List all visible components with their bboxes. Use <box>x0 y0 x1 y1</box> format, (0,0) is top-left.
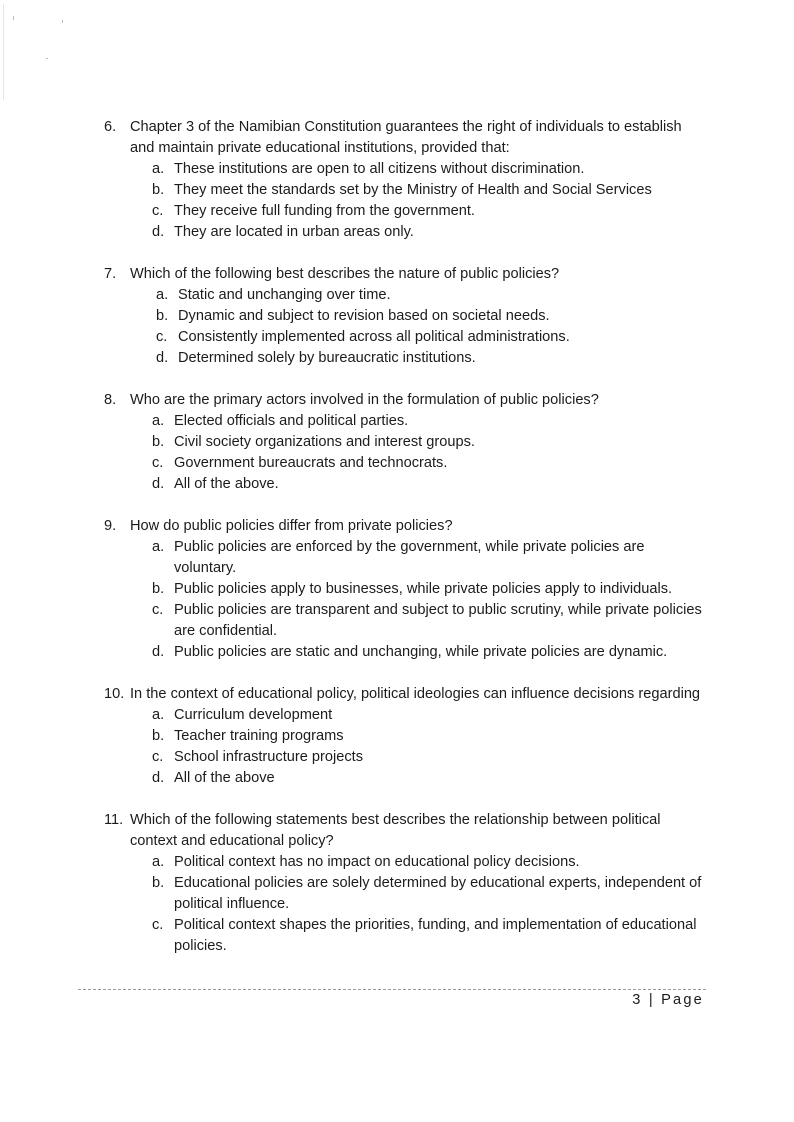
option-text: Educational policies are solely determined by educational experts, independent of political influence. <box>174 875 702 912</box>
option-d <box>152 474 704 495</box>
option-list <box>152 537 704 663</box>
option-a <box>152 411 704 432</box>
option-letter: b. <box>152 581 165 597</box>
option-letter: a. <box>152 854 165 870</box>
option-b <box>152 180 704 201</box>
option-c <box>156 327 704 348</box>
option-text: They meet the standards set by the Ministry of Health and Social Services <box>174 182 652 198</box>
option-c <box>152 600 704 642</box>
question-8 <box>104 390 704 495</box>
option-letter: b. <box>152 875 165 891</box>
option-letter: c. <box>152 602 164 618</box>
option-c <box>152 453 704 474</box>
option-c <box>152 747 704 768</box>
option-text: Public policies are transparent and subject to public scrutiny, while private policies are confidential. <box>174 602 702 639</box>
option-text: Teacher training programs <box>174 728 344 744</box>
option-text: Dynamic and subject to revision based on societal needs. <box>178 308 550 324</box>
option-text: They receive full funding from the government. <box>174 203 475 219</box>
option-letter: c. <box>152 203 164 219</box>
option-c <box>152 915 704 957</box>
option-letter: a. <box>152 413 165 429</box>
question-number: 8. <box>104 392 117 408</box>
option-a <box>152 537 704 579</box>
question-stem: Who are the primary actors involved in the formulation of public policies? <box>130 392 599 408</box>
option-list <box>156 285 704 369</box>
option-list <box>152 159 704 243</box>
question-list <box>104 117 704 978</box>
option-d <box>152 222 704 243</box>
option-text: These institutions are open to all citizens without discrimination. <box>174 161 585 177</box>
question-number: 9. <box>104 518 117 534</box>
option-text: All of the above. <box>174 476 279 492</box>
option-a <box>152 705 704 726</box>
option-text: Consistently implemented across all political administrations. <box>178 329 570 345</box>
option-text: Elected officials and political parties. <box>174 413 409 429</box>
option-b <box>152 579 704 600</box>
option-text: Political context has no impact on educational policy decisions. <box>174 854 580 870</box>
question-number: 10. <box>104 686 125 702</box>
option-letter: b. <box>152 728 165 744</box>
scan-artifact <box>3 4 4 100</box>
question-6 <box>104 117 704 243</box>
option-a <box>152 852 704 873</box>
option-b <box>152 432 704 453</box>
option-letter: a. <box>152 707 165 723</box>
question-number: 6. <box>104 119 117 135</box>
question-10 <box>104 684 704 789</box>
option-text: Public policies apply to businesses, while private policies apply to individuals. <box>174 581 673 597</box>
footer-divider <box>78 989 706 990</box>
option-letter: c. <box>152 917 164 933</box>
option-letter: a. <box>156 287 169 303</box>
scan-artifact <box>13 16 14 20</box>
option-letter: b. <box>152 182 165 198</box>
option-text: Political context shapes the priorities, funding, and implementation of educational policies. <box>174 917 697 954</box>
question-9 <box>104 516 704 663</box>
option-letter: d. <box>156 350 169 366</box>
scan-artifact <box>46 58 48 59</box>
option-d <box>152 768 704 789</box>
option-d <box>152 642 704 663</box>
option-letter: d. <box>152 770 165 786</box>
question-number: 11. <box>104 812 124 828</box>
page-number: 3 | Page <box>632 992 704 1008</box>
option-b <box>152 726 704 747</box>
option-text: Public policies are static and unchanging, while private policies are dynamic. <box>174 644 668 660</box>
question-11 <box>104 810 704 957</box>
option-a <box>156 285 704 306</box>
option-text: They are located in urban areas only. <box>174 224 414 240</box>
option-letter: b. <box>152 434 165 450</box>
option-letter: c. <box>152 749 164 765</box>
scan-artifact <box>62 20 63 23</box>
question-stem: Chapter 3 of the Namibian Constitution guarantees the right of individuals to establish and maintain private educational institutions, provided that: <box>130 119 682 156</box>
option-b <box>152 873 704 915</box>
option-list <box>152 411 704 495</box>
option-text: Civil society organizations and interest groups. <box>174 434 475 450</box>
option-letter: c. <box>156 329 168 345</box>
option-text: Determined solely by bureaucratic institutions. <box>178 350 476 366</box>
option-text: Curriculum development <box>174 707 333 723</box>
question-stem: Which of the following statements best describes the relationship between political context and educational policy? <box>130 812 661 849</box>
option-text: Static and unchanging over time. <box>178 287 391 303</box>
option-letter: d. <box>152 644 165 660</box>
option-text: School infrastructure projects <box>174 749 363 765</box>
option-list <box>152 852 704 957</box>
option-letter: d. <box>152 224 165 240</box>
option-letter: d. <box>152 476 165 492</box>
question-stem: How do public policies differ from private policies? <box>130 518 453 534</box>
option-letter: a. <box>152 539 165 555</box>
option-text: All of the above <box>174 770 275 786</box>
option-c <box>152 201 704 222</box>
option-text: Public policies are enforced by the government, while private policies are voluntary. <box>174 539 645 576</box>
option-letter: c. <box>152 455 164 471</box>
question-stem: In the context of educational policy, political ideologies can influence decisions regarding <box>130 686 701 702</box>
option-letter: a. <box>152 161 165 177</box>
question-stem: Which of the following best describes the nature of public policies? <box>130 266 560 282</box>
option-a <box>152 159 704 180</box>
option-text: Government bureaucrats and technocrats. <box>174 455 448 471</box>
option-letter: b. <box>156 308 169 324</box>
question-7 <box>104 264 704 369</box>
option-d <box>156 348 704 369</box>
option-b <box>156 306 704 327</box>
question-number: 7. <box>104 266 117 282</box>
option-list <box>152 705 704 789</box>
